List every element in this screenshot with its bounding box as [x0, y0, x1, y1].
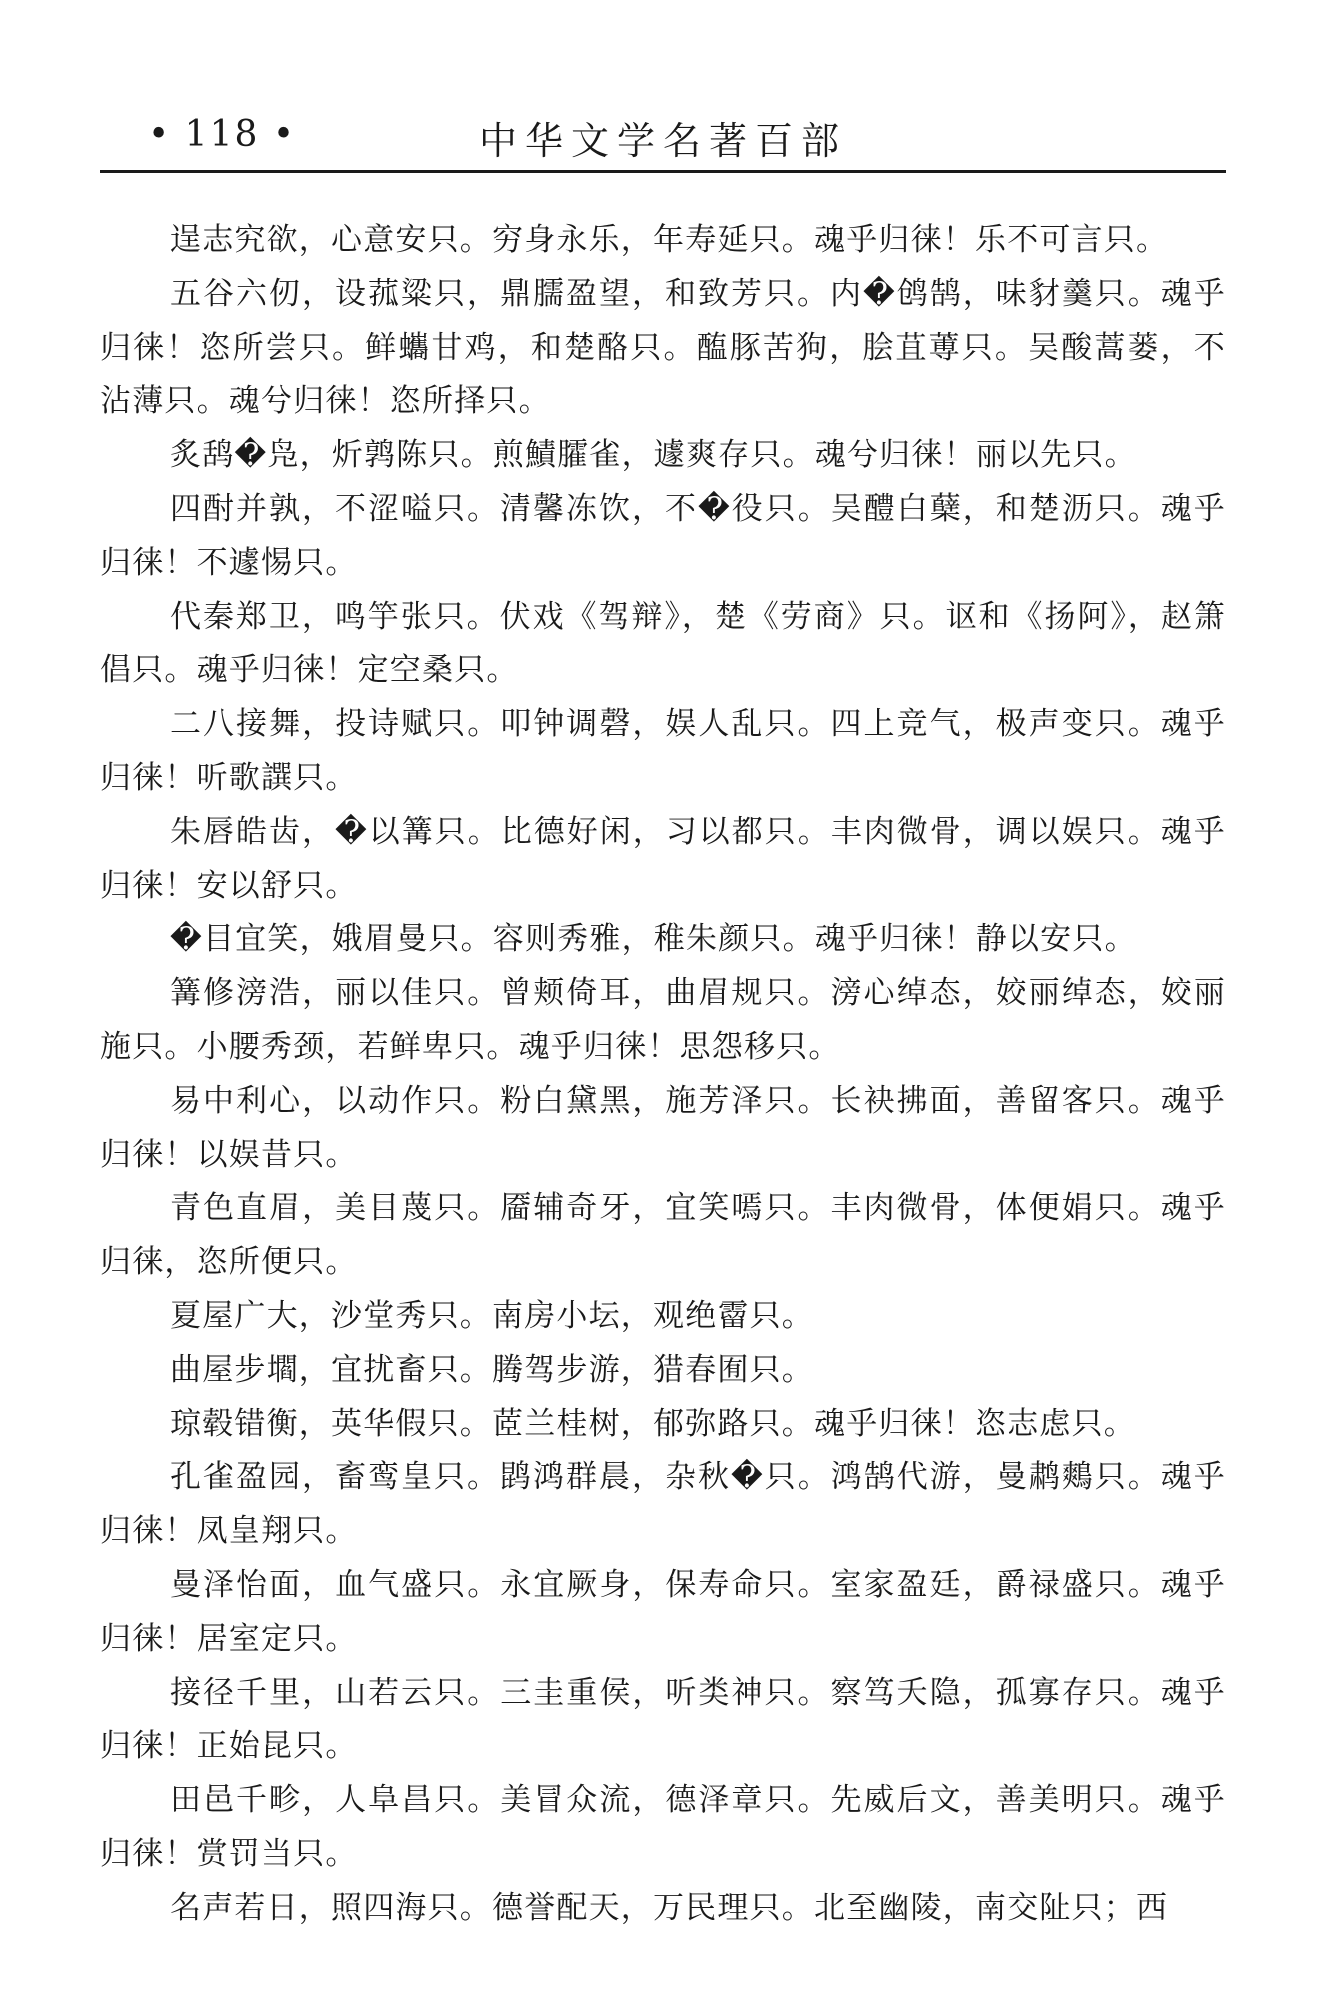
header-rule — [100, 170, 1226, 173]
paragraph: 五谷六仞，设菰粱只，鼎臑盈望，和致芳只。内�鸧鹄，味豺羹只。魂乎归徕！恣所尝只。鲜蠵甘鸡，和楚酪只。醢豚苦狗，脍苴蒪只。吴酸蒿蒌，不沾薄只。魂兮归徕！恣所择只。 — [100, 275, 1226, 420]
paragraph: 青色直眉，美目蔑只。靥辅奇牙，宜笑嘕只。丰肉微骨，体便娟只。魂乎归徕，恣所便只。 — [100, 1190, 1226, 1281]
running-title: 中华文学名著百部 — [478, 119, 847, 163]
paragraph: 曲屋步壛，宜扰畜只。腾驾步游，猎春囿只。 — [170, 1351, 814, 1388]
paragraph: 琼毂错衡，英华假只。茝兰桂树，郁弥路只。魂乎归徕！恣志虑只。 — [170, 1405, 1136, 1442]
page-header — [100, 108, 1226, 170]
paragraph: 二八接舞，投诗赋只。叩钟调磬，娱人乱只。四上竞气，极声变只。魂乎归徕！听歌譔只。 — [100, 706, 1226, 796]
paragraph: 炙鸹�凫，炘鹑陈只。煎鰿臛雀，遽爽存只。魂兮归徕！丽以先只。 — [170, 437, 1137, 474]
paragraph: 孔雀盈园，畜鸾皇只。鹍鸿群晨，杂秋�只。鸿鹄代游，曼鹔鷞只。魂乎归徕！凤皇翔只。 — [100, 1459, 1226, 1550]
paragraph: 田邑千畛，人阜昌只。美冒众流，德泽章只。先威后文，善美明只。魂乎归徕！赏罚当只。 — [100, 1782, 1226, 1872]
paragraph: 易中利心，以动作只。粉白黛黑，施芳泽只。长袂拂面，善留客只。魂乎归徕！以娱昔只。 — [100, 1082, 1226, 1173]
paragraph: 夏屋广大，沙堂秀只。南房小坛，观绝霤只。 — [170, 1297, 814, 1334]
paragraph: 接径千里，山若云只。三圭重侯，听类神只。察笃夭隐，孤寡存只。魂乎归徕！正始昆只。 — [100, 1674, 1226, 1765]
body-text — [100, 214, 1226, 1936]
page-number: • 118 • — [148, 114, 297, 155]
paragraph: 名声若日，照四海只。德誉配天，万民理只。北至幽陵，南交阯只；西 — [170, 1889, 1169, 1926]
paragraph: 逞志究欲，心意安只。穷身永乐，年寿延只。魂乎归徕！乐不可言只。 — [170, 222, 1169, 258]
paragraph: 朱唇皓齿，�以篝只。比德好闲，习以都只。丰肉微骨，调以娱只。魂乎归徕！安以舒只。 — [100, 813, 1226, 904]
paragraph: �目宜笑，娥眉曼只。容则秀雅，稚朱颜只。魂乎归徕！静以安只。 — [170, 921, 1137, 958]
paragraph: 篝修滂浩，丽以佳只。曾颊倚耳，曲眉规只。滂心绰态，姣丽绰态，姣丽施只。小腰秀颈，若鲜卑只。魂乎归徕！思怨移只。 — [100, 975, 1226, 1065]
paragraph: 四酎并孰，不涩嗌只。清馨冻饮，不�役只。吴醴白蘖，和楚沥只。魂乎归徕！不遽惕只。 — [100, 490, 1226, 581]
paragraph: 曼泽怡面，血气盛只。永宜厥身，保寿命只。室家盈廷，爵禄盛只。魂乎归徕！居室定只。 — [100, 1566, 1226, 1657]
paragraph: 代秦郑卫，鸣竽张只。伏戏《驾辩》，楚《劳商》只。讴和《扬阿》，赵箫倡只。魂乎归徕！定空桑只。 — [100, 598, 1226, 689]
